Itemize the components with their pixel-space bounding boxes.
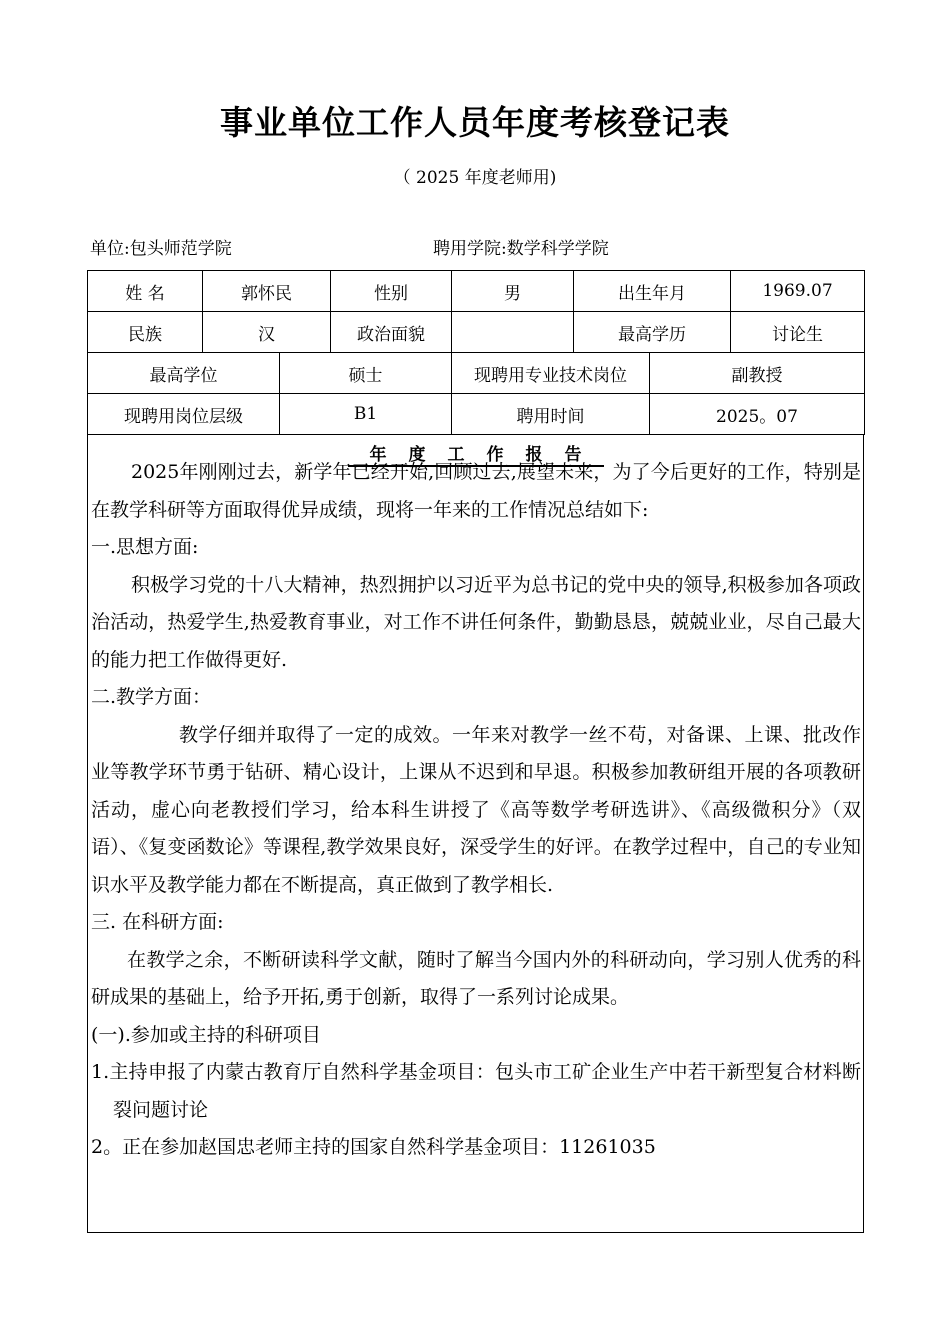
name-label: 姓 名	[88, 271, 203, 312]
table-row	[88, 312, 865, 353]
research-paragraph: 在教学之余，不断研读科学文献，随时了解当今国内外的科研动向，学习别人优秀的科研成果的基础上，给予开拓,勇于创新，取得了一系列讨论成果。	[91, 948, 861, 1008]
hire-date-value: 2025。07	[650, 394, 865, 435]
section-heading-teaching: 二.教学方面：	[91, 686, 212, 708]
personal-info-table	[87, 270, 865, 435]
ethnicity-value: 汉	[203, 312, 331, 353]
hiring-college: 聘用学院:数学科学学院	[433, 239, 609, 259]
education-label: 最高学历	[574, 312, 731, 353]
gender-label: 性别	[331, 271, 452, 312]
table-row	[88, 271, 865, 312]
report-body	[91, 454, 861, 1167]
section-heading-research: 三. 在科研方面:	[91, 911, 224, 933]
gender-value: 男	[452, 271, 574, 312]
name-value: 郭怀民	[203, 271, 331, 312]
annual-report-section	[87, 435, 864, 1233]
birth-value: 1969.07	[731, 271, 865, 312]
ideology-paragraph: 积极学习党的十八大精神，热烈拥护以习近平为总书记的党中央的领导,积极参加各项政治活动，热爱学生,热爱教育事业，对工作不讲任何条件，勤勤恳恳，兢兢业业，尽自己最大的能力把工作做得更好.	[91, 573, 861, 671]
position-value: 副教授	[650, 353, 865, 394]
report-heading-text: 年度工作报告	[348, 445, 604, 467]
hire-date-label: 聘用时间	[452, 394, 650, 435]
section-heading-ideology: 一.思想方面:	[91, 536, 199, 558]
degree-label: 最高学位	[88, 353, 280, 394]
political-value	[452, 312, 574, 353]
table-row	[88, 353, 865, 394]
level-value: B1	[280, 394, 452, 435]
intro-paragraph: 2025年刚刚过去，新学年已经开始,回顾过去,展望未来，为了今后更好的工作，特别是在教学科研等方面取得优异成绩，现将一年来的工作情况总结如下:	[91, 461, 861, 521]
position-label: 现聘用专业技术岗位	[452, 353, 650, 394]
degree-value: 硕士	[280, 353, 452, 394]
ethnicity-label: 民族	[88, 312, 203, 353]
employer-unit: 单位:包头师范学院	[90, 239, 232, 259]
political-label: 政治面貌	[331, 312, 452, 353]
birth-label: 出生年月	[574, 271, 731, 312]
teaching-paragraph: 教学仔细并取得了一定的成效。一年来对教学一丝不苟，对备课、上课、批改作业等教学环节勇于钻研、精心设计，上课从不迟到和早退。积极参加教研组开展的各项教研活动，虚心向老教授们学习，给本科生讲授了《高等数学考研选讲》、《高级微积分》（双语）、《复变函数论》等课程,教学效果良好，深受学生的好评。在教学过程中，自己的专业知识水平及教学能力都在不断提高，真正做到了教学相长.	[91, 723, 861, 896]
education-value: 讨论生	[731, 312, 865, 353]
form-title: 事业单位工作人员年度考核登记表	[220, 103, 730, 142]
project-item-1: 1.主持申报了内蒙古教育厅自然科学基金项目：包头市工矿企业生产中若干新型复合材料断裂问题讨论	[91, 1061, 861, 1121]
form-subtitle: （ 2025 年度老师用)	[393, 168, 557, 188]
table-row	[88, 394, 865, 435]
level-label: 现聘用岗位层级	[88, 394, 280, 435]
project-item-2: 2。正在参加赵国忠老师主持的国家自然科学基金项目：11261035	[91, 1136, 656, 1158]
subsection-heading-projects: (一).参加或主持的科研项目	[91, 1023, 321, 1046]
